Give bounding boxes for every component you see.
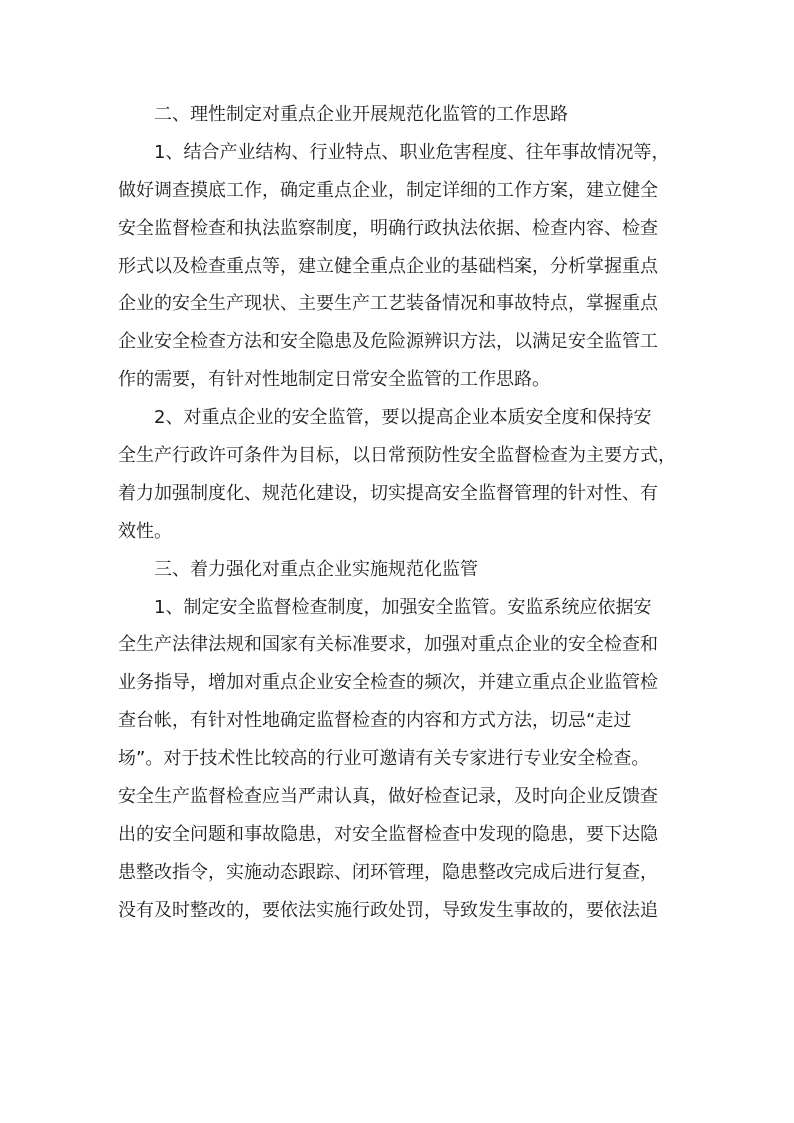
text-line: 企业的安全生产现状、主要生产工艺装备情况和事故特点，掌握重点 — [118, 293, 658, 315]
text-line: 着力加强制度化、规范化建设，切实提高安全监督管理的针对性、有 — [118, 482, 658, 504]
text-line: 作的需要，有针对性地制定日常安全监管的工作思路。 — [118, 369, 550, 391]
text-line: 没有及时整改的，要依法实施行政处罚，导致发生事故的，要依法追 — [118, 899, 658, 921]
text-line: 三、着力强化对重点企业实施规范化监管 — [154, 558, 478, 580]
text-line: 患整改指令，实施动态跟踪、闭环管理，隐患整改完成后进行复查， — [118, 861, 658, 883]
section-heading-2 — [118, 96, 678, 134]
text-line: 企业安全检查方法和安全隐患及危险源辨识方法，以满足安全监管工 — [118, 331, 658, 353]
text-line: 场”。对于技术性比较高的行业可邀请有关专家进行专业安全检查。 — [118, 748, 650, 770]
text-line: 全生产法律法规和国家有关标准要求，加强对重点企业的安全检查和 — [118, 634, 658, 656]
paragraph-2-1 — [118, 134, 678, 399]
text-line: 全生产行政许可条件为目标，以日常预防性安全监督检查为主要方式， — [118, 445, 676, 467]
text-line: 效性。 — [118, 520, 172, 542]
text-line: 安全监督检查和执法监察制度，明确行政执法依据、检查内容、检查 — [118, 217, 658, 239]
paragraph-3-1 — [118, 589, 678, 930]
text-line: 安全生产监督检查应当严肃认真，做好检查记录，及时向企业反馈查 — [118, 786, 658, 808]
text-line: 做好调查摸底工作，确定重点企业，制定详细的工作方案，建立健全 — [118, 179, 658, 201]
text-line: 形式以及检查重点等，建立健全重点企业的基础档案，分析掌握重点 — [118, 255, 658, 277]
section-heading-3 — [118, 551, 678, 589]
text-line: 1、结合产业结构、行业特点、职业危害程度、往年事故情况等， — [154, 141, 670, 163]
paragraph-2-2 — [118, 399, 678, 551]
text-line: 2、对重点企业的安全监管，要以提高企业本质安全度和保持安 — [154, 407, 652, 429]
text-line: 二、理性制定对重点企业开展规范化监管的工作思路 — [154, 104, 568, 125]
text-line: 业务指导，增加对重点企业安全检查的频次，并建立重点企业监管检 — [118, 672, 658, 694]
document-body — [118, 96, 678, 930]
text-line: 查台帐，有针对性地确定监督检查的内容和方式方法，切忌“走过 — [118, 710, 632, 732]
text-line: 出的安全问题和事故隐患，对安全监督检查中发现的隐患，要下达隐 — [118, 823, 658, 845]
text-line: 1、制定安全监督检查制度，加强安全监管。安监系统应依据安 — [154, 596, 652, 618]
